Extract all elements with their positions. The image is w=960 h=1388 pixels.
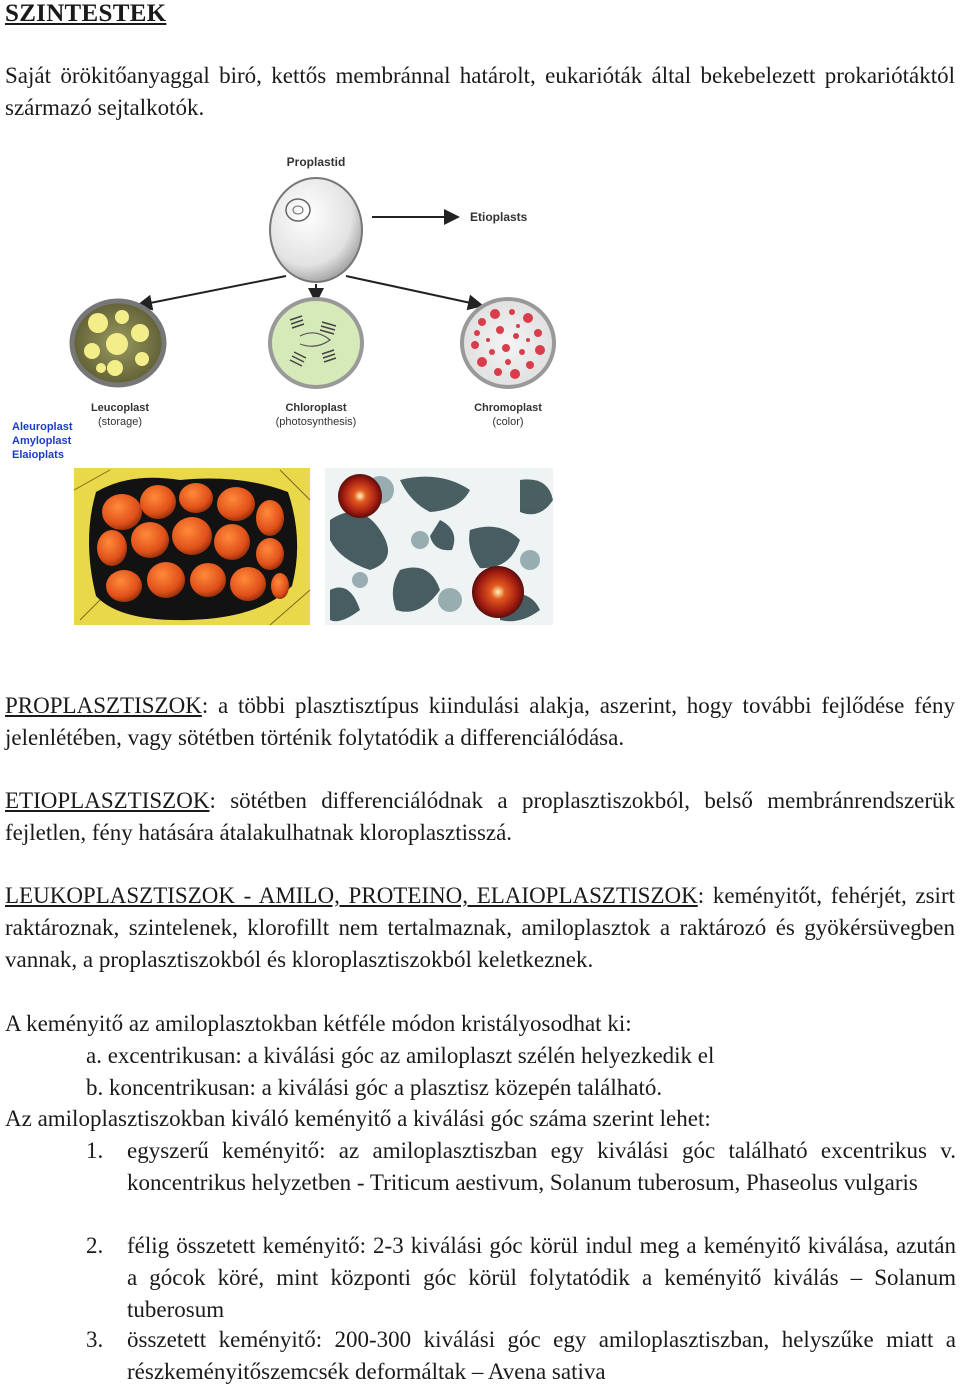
- chromoplast-sublabel: (color): [492, 416, 524, 428]
- arrow-to-leucoplast: [140, 276, 286, 305]
- side-label-elaioplats: Elaioplats: [12, 449, 64, 461]
- intro-paragraph: Saját örökitőanyaggal biró, kettős membránnal határolt, eukarióták által bekebelezett prokariótáktól származó sejtalkotók.: [5, 63, 955, 120]
- leukoplasztisz-text: : keményitőt, fehérjét, zsirt raktároznak, szintelenek, klorofillt nem tertalmaznak, amiloplasztok a raktározó és gyökérsüvegben vannak, a proplasztiszokból és kloroplasztiszokból keletkeznek.: [5, 883, 955, 972]
- side-label-amyloplast: Amyloplast: [12, 435, 72, 447]
- page-title: SZINTESTEK: [5, 0, 167, 27]
- micrograph-amyloplasts: [74, 468, 310, 625]
- etioplasztisz-text: : sötétben differenciálódnak a proplasztiszokból, belső membránrendszerük fejletlen, fény hatására átalakulhatnak kloroplasztisszá.: [5, 788, 955, 845]
- leucoplast-label: Leucoplast: [90, 402, 150, 414]
- etioplasztisz-term: ETIOPLASZTISZOK: [5, 788, 210, 813]
- proplastid-cell: [270, 178, 362, 282]
- chloroplast-label: Chloroplast: [285, 402, 347, 414]
- list-item-text: félig összetett keményitő: 2-3 kiválási góc körül indul meg a keményitő kiválása, azután a gócok köré, mint központi góc körül folytatódik a keményitő kiválás – Solanum tuberosum: [127, 1233, 956, 1322]
- list-item-number: 3.: [86, 1327, 104, 1352]
- leucoplast-cell: [72, 301, 164, 385]
- leucoplast-sublabel: (storage): [97, 416, 143, 428]
- arrow-to-chromoplast: [346, 276, 480, 305]
- list-item: [86, 1135, 956, 1231]
- chromoplast-cell: [462, 299, 554, 387]
- list-item-number: 2.: [86, 1233, 104, 1258]
- starch-crystallization-intro: A keményitő az amiloplasztokban kétféle módon kristályosodhat ki:: [5, 1011, 632, 1036]
- etioplasztisz-paragraph: [5, 785, 955, 849]
- leukoplasztisz-term: LEUKOPLASZTISZOK - AMILO, PROTEINO, ELAIOPLASZTISZOK: [5, 883, 698, 908]
- etioplasts-label: Etioplasts: [470, 210, 528, 224]
- starch-type-a: a. excentrikusan: a kiválási góc az amiloplaszt szélén helyezkedik el: [86, 1043, 715, 1068]
- list-item-text: egyszerű keményitő: az amiloplasztiszban egy kiválási góc található excentrikus v. koncentrikus helyzetben - Triticum aestivum, Solanum tuberosum, Phaseolus vulgaris: [127, 1138, 956, 1195]
- list-item: [86, 1230, 956, 1326]
- proplasztisz-paragraph: [5, 690, 955, 754]
- list-item-text: összetett keményitő: 200-300 kiválási góc egy amiloplasztiszban, helyszűke miatt a részkeményitőszemcsék deformáltak – Avena sativa: [127, 1327, 956, 1384]
- chloroplast-cell: [270, 299, 362, 387]
- list-item-number: 1.: [86, 1138, 104, 1163]
- leukoplasztisz-paragraph: [5, 880, 955, 976]
- plastid-figure: [0, 140, 960, 640]
- proplasztisz-term: PROPLASZTISZOK: [5, 693, 202, 718]
- starch-type-b: b. koncentrikusan: a kiválási góc a plasztisz közepén található.: [86, 1075, 663, 1100]
- chloroplast-sublabel: (photosynthesis): [275, 416, 357, 428]
- micrograph-chromoplasts: [325, 468, 553, 625]
- starch-grain-intro: Az amiloplasztiszokban kiváló keményitő a kiválási góc száma szerint lehet:: [5, 1106, 711, 1131]
- side-label-aleuroplast: Aleuroplast: [12, 421, 73, 433]
- list-item: [86, 1324, 956, 1388]
- chromoplast-label: Chromoplast: [474, 402, 542, 414]
- proplasztisz-text: : a többi plasztisztípus kiindulási alakja, aszerint, hogy további fejlődése fény jelenlétében, vagy sötétben történik folytatódik a differenciálódása.: [5, 693, 955, 750]
- proplastid-label: Proplastid: [286, 155, 346, 169]
